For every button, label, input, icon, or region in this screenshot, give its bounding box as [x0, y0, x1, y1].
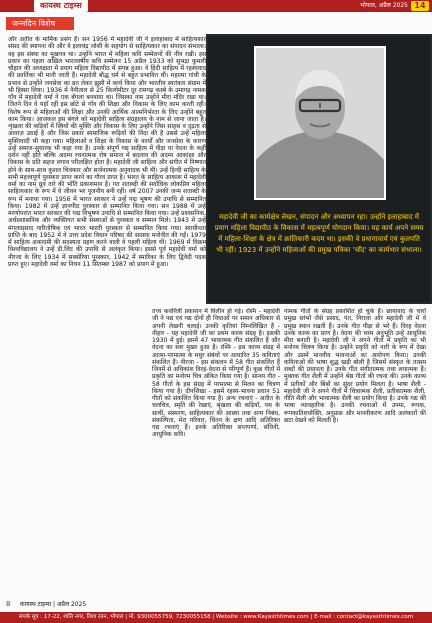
- section-label: जन्मदिन विशेष: [6, 17, 74, 30]
- contact-footer: संपर्क सूत्र : 17-22, शांति नगर, विशा रतन, भोपाल | मो. 9300055759, 7230055158 | Website : www.Kayasthtimes.com | E-mail : contact@kayasthtimes.com: [0, 612, 432, 623]
- publication-logo: कायस्थ टाइम्स: [34, 0, 88, 12]
- portrait-photo: [254, 46, 386, 200]
- article-text: और अतीत के मार्मिक प्रसंग हैं। सन 1956 में महादेवी जी ने इलाहाबाद में साहित्यकार संसद की स्थापना की और ये इलाचंद्र जोशी के सहयोग से साहित्यकार का संपादन संभाला। वह इस संस्था का मुखपत्र था। उन्होंने भारत में महिला कवि सम्मेलनों की नींव रखी। इस प्रकार का पहला अखिल भारतवर्षीय कवि सम्मेलन 15 अप्रैल 1933 को सुभद्रा कुमारी चौहान की अध्यक्षता में प्रयाग महिला विद्यापीठ में संपन्न हुआ। वे हिंदी साहित्य में रहस्यवाद की प्रवर्तिका भी मानी जाती हैं। महादेवी बौद्ध धर्म से बहुत प्रभावित थीं। महात्मा गांधी के प्रभाव से उन्होंने जनसेवा का व्रत लेकर झूसी में कार्य किया और भारतीय स्वतंत्रता संग्राम में भी हिस्सा लिया। 1936 में नैनीताल से 25 किलोमीटर दूर रामगढ़ कस्बे के उमागढ़ नामक गाँव में महादेवी वर्मा ने एक बँगला बनवाया था। जिसका नाम उन्होंने मीरा मंदिर रखा था। जितने दिन वे यहाँ रहीं इस छोटे से गाँव की शिक्षा और विकास के लिए काम करती रहीं। विशेष रूप से महिलाओं की शिक्षा और उनकी आर्थिक आत्मनिर्भरता के लिए उन्होंने बहुत काम किया। आजकल इस बंगले को महादेवी साहित्य संग्रहालय के नाम से जाना जाता है। शृंखला की कड़ियाँ में स्त्रियों की मुक्ति और विकास के लिए उन्होंने जिस साहस व दृढ़ता से आवाज़ उठाई है और जिस प्रकार सामाजिक रूढ़ियों की निंदा की है उससे उन्हें महिला मुक्तिवादी भी कहा गया। महिलाओं व शिक्षा के विकास के कार्यों और जनसेवा के कारण उन्हें समाज-सुधारक भी कहा गया है। उनके संपूर्ण गद्य साहित्य में पीड़ा या वेदना के कहीं दर्शन नहीं होते बल्कि अदम्य रचनात्मक रोष समाज में बदलाव की अदम्य आकांक्षा और विकास के प्रति सहज लगाव परिलक्षित होता है। महादेवी जी साहित्य और संगीत में निष्णात होने के साथ-साथ कुशल चित्रकार और सर्जनात्मक अनुवादक भी थीं। उन्हें हिन्दी साहित्य के सभी महत्त्वपूर्ण पुरस्कार प्राप्त करने का गौरव प्राप्त है। भारत के साहित्य आकाश में महादेवी वर्मा का नाम ध्रुव तारे की भाँति प्रकाशमान है। गत शताब्दी की सर्वाधिक लोकप्रिय महिला साहित्यकार के रूप में वे जीवन भर पूजनीय बनी रहीं। वर्ष 2007 उनकी जन्म शताब्दी के रूप में मनाया गया। 1956 में भारत सरकार ने उन्हें पद्म भूषण की उपाधि से सम्मानित किया। 1982 में उन्हें ज्ञानपीठ पुरस्कार से सम्मानित किया गया। सन 1988 में उन्हें मरणोपरांत भारत सरकार की पद्म विभूषण उपाधि से सम्मानित किया गया। उन्हें प्रशासनिक, अर्धप्रशासनिक और व्यक्तिगत सभी संस्थाओं से पुरस्कार व सम्मान मिले। 1943 में उन्हें मंगलाप्रसाद पारितोषिक एवं भारत भारती पुरस्कार से सम्मानित किया गया। स्वाधीनता प्राप्ति के बाद 1952 में वे उत्तर प्रदेश विधान परिषद की सदस्या मनोनीत की गईं। 1979 में साहित्य अकादमी की सदस्यता ग्रहण करने वाली वे पहली महिला थीं। 1969 में विक्रम विश्वविद्यालय ने उन्हें डी.लिट की उपाधि से अलंकृत किया। इससे पूर्व महादेवी वर्मा को नीरजा के लिए 1934 में सक्सेरिया पुरस्कार, 1942 में स्मारिका के लिए द्विवेदी पदक प्राप्त हुए। महादेवी वर्मा का निधन 11 सितम्बर 1987 को प्रयाग में हुआ।: [8, 36, 206, 268]
- photo-caption: महादेवी जी का कार्यक्षेत्र लेखन, संपादन और अध्यापन रहा। उन्होंने इलाहाबाद में प्रयाग महिला विद्यापीठ के विकास में महत्वपूर्ण योगदान किया। यह कार्य अपने समय में महिला-शिक्षा के क्षेत्र में क्रांतिकारी कदम था। इसकी वे प्रधानाचार्य एवं कुलपति भी रहीं। 1923 में उन्होंने महिलाओं की प्रमुख पत्रिका 'चाँद' का कार्यभार संभाला।: [214, 213, 424, 254]
- article-column-middle: [152, 308, 280, 600]
- article-text: नामक गीतों के संग्रह प्रकाशित हो चुके हैं। छायावाद के चारों प्रमुख स्तंभों जैसे प्रसाद, पंत, निराला और महादेवी जी में वे प्रमुख स्थान रखती हैं। उनके गीत पीड़ा से भरे हैं। विरह वेदना उनके काव्य का प्राण है। वेदना की चरम अनुभूति उन्हें आधुनिक मीरा बनाती है। महादेवी जी ने अपने गीतों में प्रकृति का भी मनोरम चित्रण किया है। उन्होंने प्रकृति को नारी के रूप में देखा और उसमें मानवीय भावनाओं का आरोपण किया। उनकी कविताओं की भाषा शुद्ध खड़ी बोली है जिसमें संस्कृत के तत्सम शब्दों की प्रधानता है। उनके गीत संगीतात्मक तथा लयात्मक हैं। मुक्तक गीत शैली में उन्होंने श्रेष्ठ गीतों की रचना की। उनके काव्य में प्रतीकों और बिंबों का सुंदर प्रयोग मिलता है। भाषा शैली - महादेवी जी ने अपने गीतों में चित्रात्मक शैली, प्रतीकात्मक शैली, गीति शैली और भावात्मक शैली का प्रयोग किया है। उनके गद्य की भाषा व्यावहारिक है। उनकी रचनाओं में उपमा, रूपक, रूपकातिशयोक्ति, अनुप्रास और मानवीकरण आदि अलंकारों की छटा देखने को मिलती है।: [284, 308, 426, 424]
- page-badge: 14: [411, 1, 429, 11]
- footer-publication: कायस्थ टाइम्स | अप्रैल 2025: [20, 601, 87, 608]
- issue-date: भोपाल, अप्रैल 2025: [360, 2, 408, 9]
- feature-photo-panel: [206, 34, 432, 304]
- article-text: तत्त्व कवयित्री प्रकाशन में विलीन हो गई। रश्मि - महादेवी जी ने पद्य एवं गद्य दोनों ही विधाओं पर समान अधिकार से अपनी लेखनी चलाई। उनकी कृतियां निम्नलिखित हैं - नीहार - यह महादेवी जी का प्रथम काव्य संग्रह है। इसकी 1930 में हुई। इसमें 47 भावात्मक गीत संकलित हैं और वेदना का स्वर मुखर हुआ है। रश्मि - इस काव्य संग्रह में आत्मा-परमात्मा के मधुर संबंधों पर आधारित 35 कविताएं संकलित हैं। नीरजा - इस संकलन में 58 गीत संकलित हैं जिनमें से अधिकांश विरह-वेदना से परिपूर्ण हैं। कुछ गीतों में प्रकृति का मनोरम चित्र अंकित किया गया है। सान्ध्य गीत - 58 गीतों के इस संग्रह में परमात्मा से मिलन का चित्रण किया गया है। दीपशिखा - इसमें रहस्य-भावना प्रधान 51 गीतों को संकलित किया गया है। अन्य रचनाएं - अतीत के चलचित्र, स्मृति की रेखाएं, श्रृंखला की कड़ियाँ, पथ के साथी, संस्मरण, साहित्यकार की आस्था तथा अन्य निबंध, संकल्पिता, मेरा परिवार, चिंतन के क्षण आदि अतिरिक्त गद्य रचनाएं हैं। इनके अतिरिक्त सप्तपर्णा, संधिनी, आधुनिक कवि।: [152, 308, 280, 439]
- article-column-right: [284, 308, 426, 600]
- page-number: 8: [6, 600, 11, 608]
